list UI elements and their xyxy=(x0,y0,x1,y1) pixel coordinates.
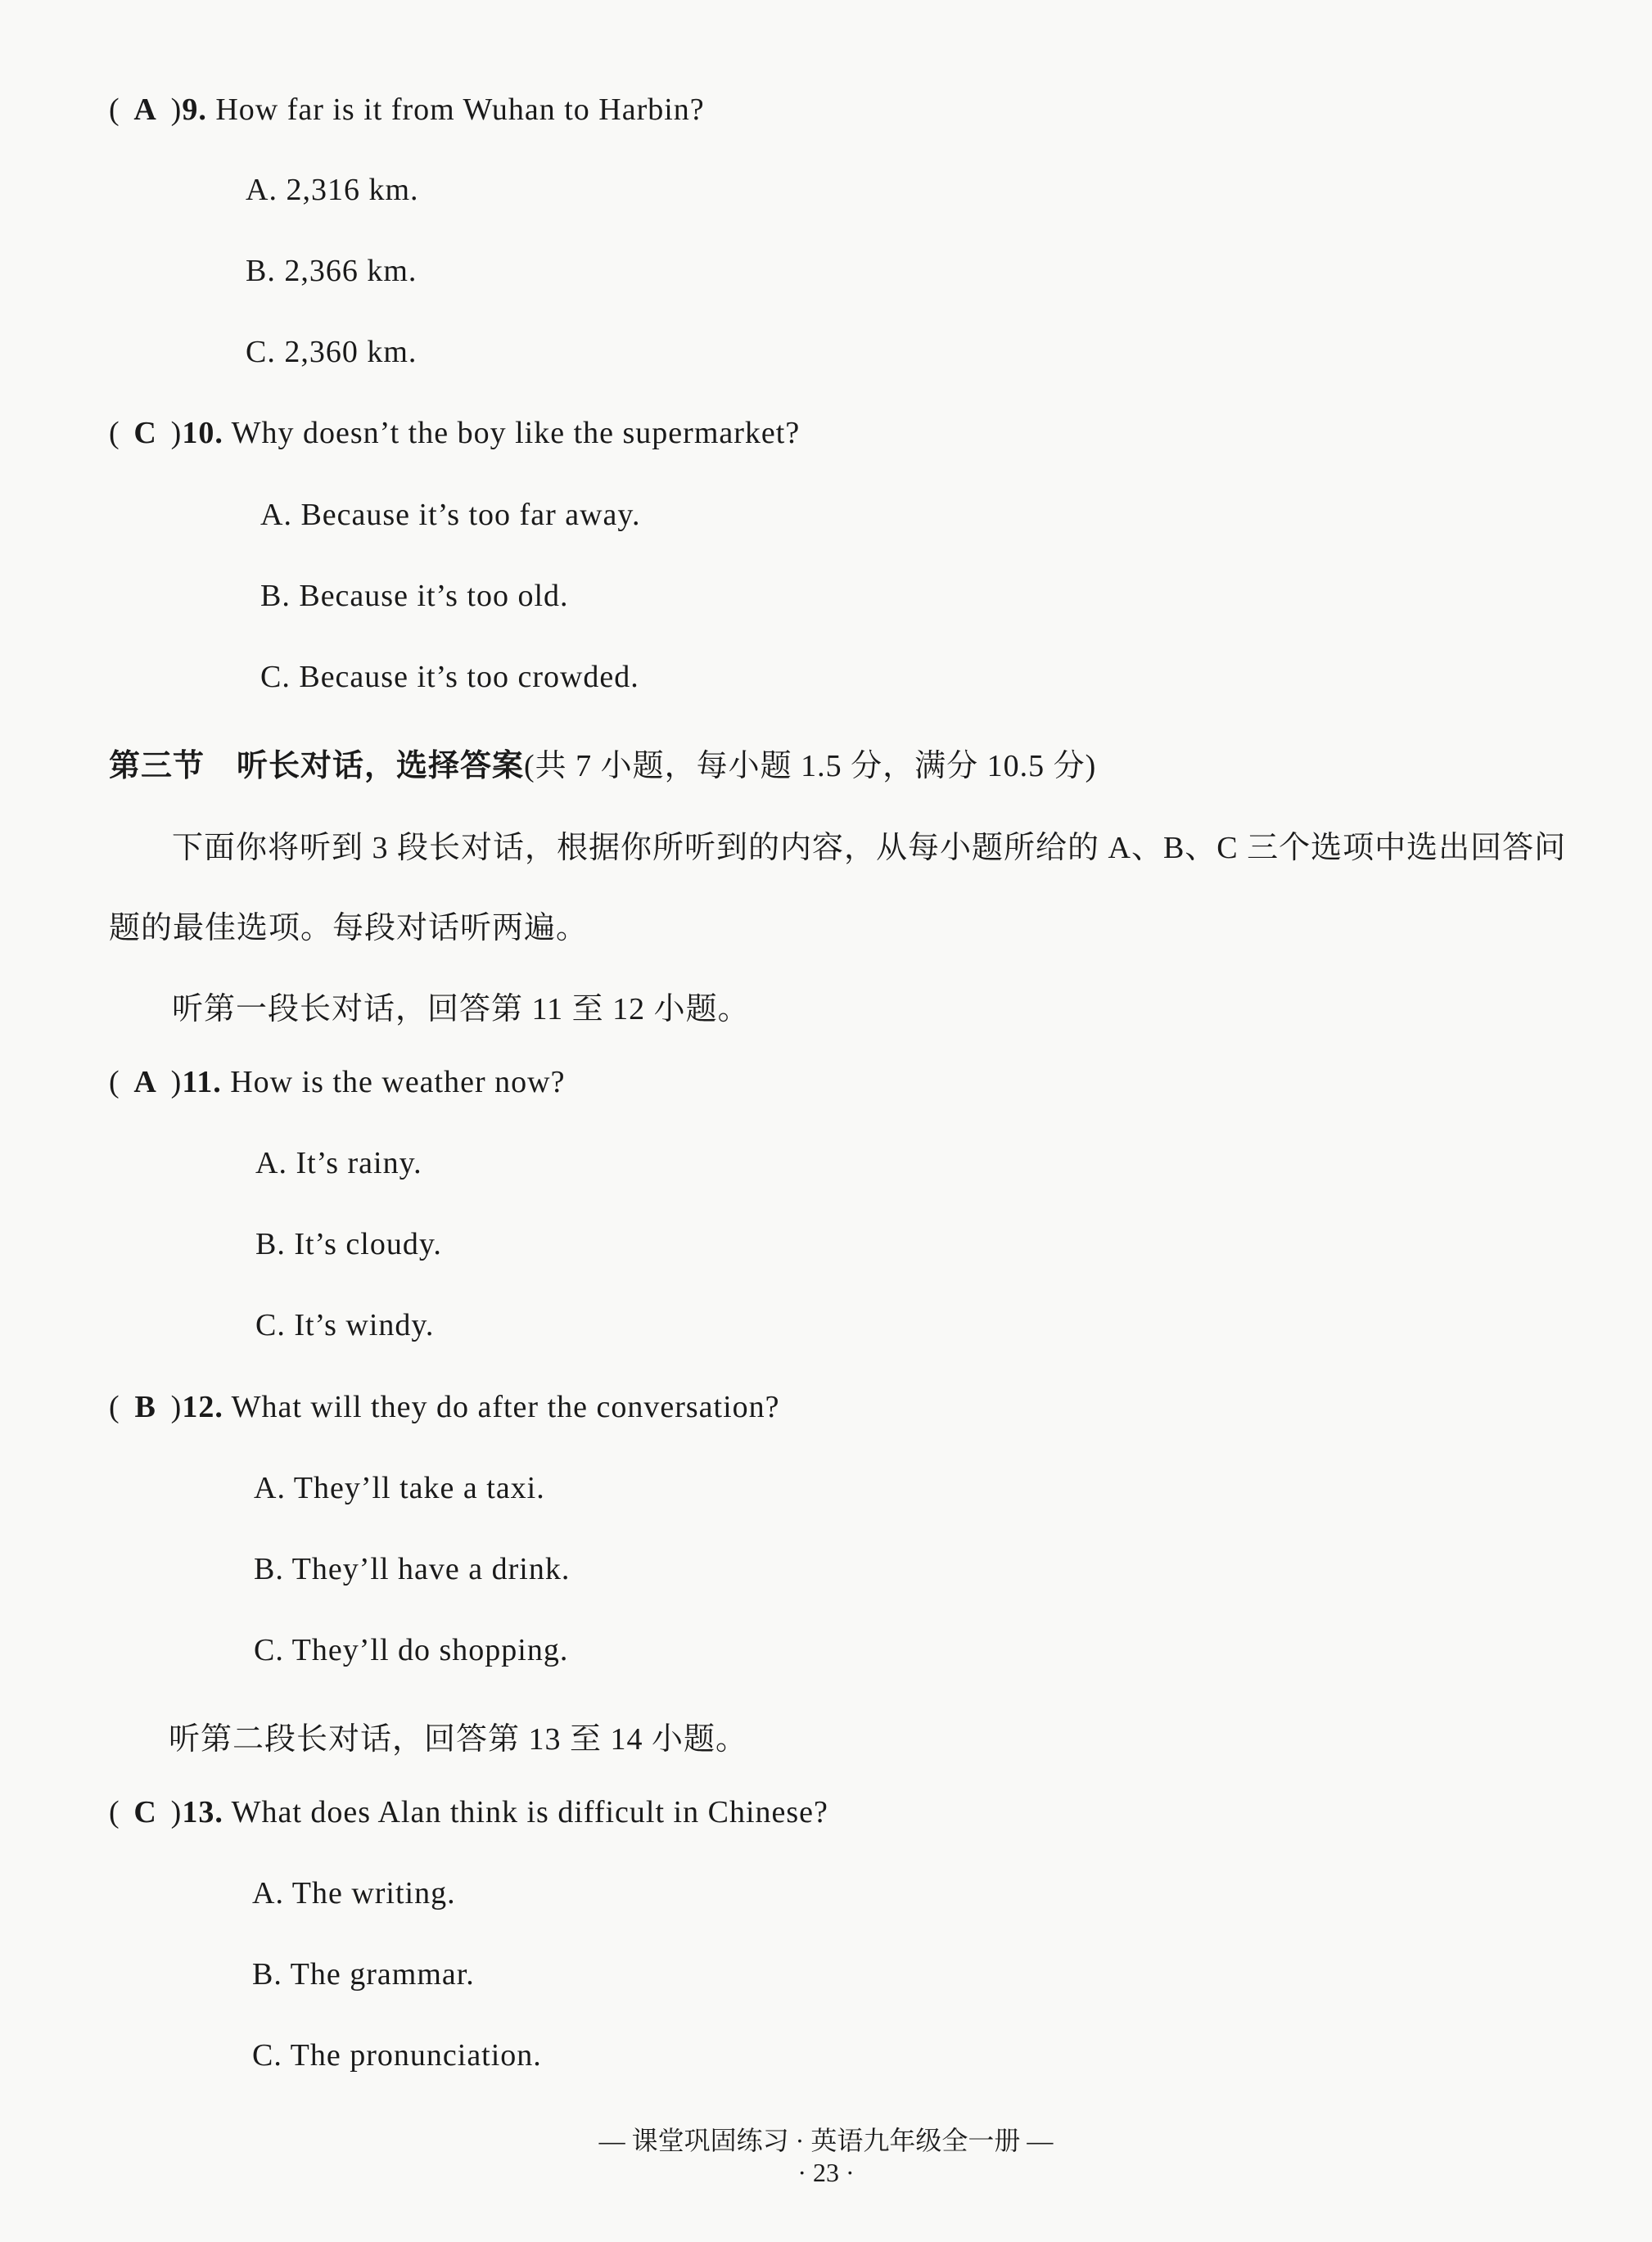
option-b: B. It’s cloudy. xyxy=(255,1227,442,1261)
question-text: Why doesn’t the boy like the supermarket? xyxy=(231,416,801,450)
answer-letter: C xyxy=(133,1795,157,1829)
answer-letter: B xyxy=(134,1390,156,1424)
question-number: 9. xyxy=(182,92,207,127)
question-text: How is the weather now? xyxy=(230,1065,566,1099)
option-c: C. They’ll do shopping. xyxy=(254,1633,569,1667)
section-title: 第三节 听长对话，选择答案 xyxy=(109,749,525,783)
option-c: C. It’s windy. xyxy=(255,1308,435,1342)
question-13: ( C )13. What does Alan think is difficult in Chinese? xyxy=(109,1795,828,1829)
footer-book-title: — 课堂巩固练习 · 英语九年级全一册 — xyxy=(598,2126,1054,2155)
option-a: A. It’s rainy. xyxy=(255,1146,422,1180)
section-heading xyxy=(109,740,1096,785)
option-a: A. 2,316 km. xyxy=(246,173,419,207)
question-number: 10. xyxy=(182,416,223,450)
question-text: What will they do after the conversation? xyxy=(231,1390,780,1424)
question-9: ( A )9. How far is it from Wuhan to Harbin? xyxy=(109,92,705,127)
question-number: 11. xyxy=(182,1065,222,1099)
option-a: A. The writing. xyxy=(252,1876,456,1910)
section-instruction-line2: 题的最佳选项。每段对话听两遍。 xyxy=(109,911,589,945)
answer-letter: A xyxy=(133,92,157,127)
option-c: C. Because it’s too crowded. xyxy=(260,660,639,694)
dialogue-instruction-1: 听第一段长对话，回答第 11 至 12 小题。 xyxy=(172,992,750,1026)
option-a: A. Because it’s too far away. xyxy=(260,498,641,532)
question-11: ( A )11. How is the weather now? xyxy=(109,1065,566,1099)
option-c: C. 2,360 km. xyxy=(246,335,418,369)
question-12: ( B )12. What will they do after the conversation? xyxy=(109,1390,780,1424)
section-note: (共 7 小题，每小题 1.5 分，满分 10.5 分) xyxy=(524,749,1097,783)
question-text: What does Alan think is difficult in Chinese? xyxy=(231,1795,828,1829)
question-10: ( C )10. Why doesn’t the boy like the supermarket? xyxy=(109,416,801,450)
question-number: 12. xyxy=(182,1390,223,1424)
answer-letter: C xyxy=(133,416,157,450)
dialogue-instruction-2: 听第二段长对话，回答第 13 至 14 小题。 xyxy=(169,1722,748,1757)
option-a: A. They’ll take a taxi. xyxy=(254,1471,545,1505)
option-b: B. The grammar. xyxy=(252,1957,475,1992)
option-b: B. 2,366 km. xyxy=(246,254,418,288)
section-instruction-line1: 下面你将听到 3 段长对话，根据你所听到的内容，从每小题所给的 A、B、C 三个选项中选出回答问 xyxy=(172,831,1567,865)
question-number: 13. xyxy=(182,1795,223,1829)
question-text: How far is it from Wuhan to Harbin? xyxy=(215,92,705,127)
page-number: · 23 · xyxy=(797,2158,855,2187)
option-b: B. Because it’s too old. xyxy=(260,579,569,613)
answer-letter: A xyxy=(133,1065,157,1099)
option-b: B. They’ll have a drink. xyxy=(254,1552,571,1586)
option-c: C. The pronunciation. xyxy=(252,2038,542,2073)
